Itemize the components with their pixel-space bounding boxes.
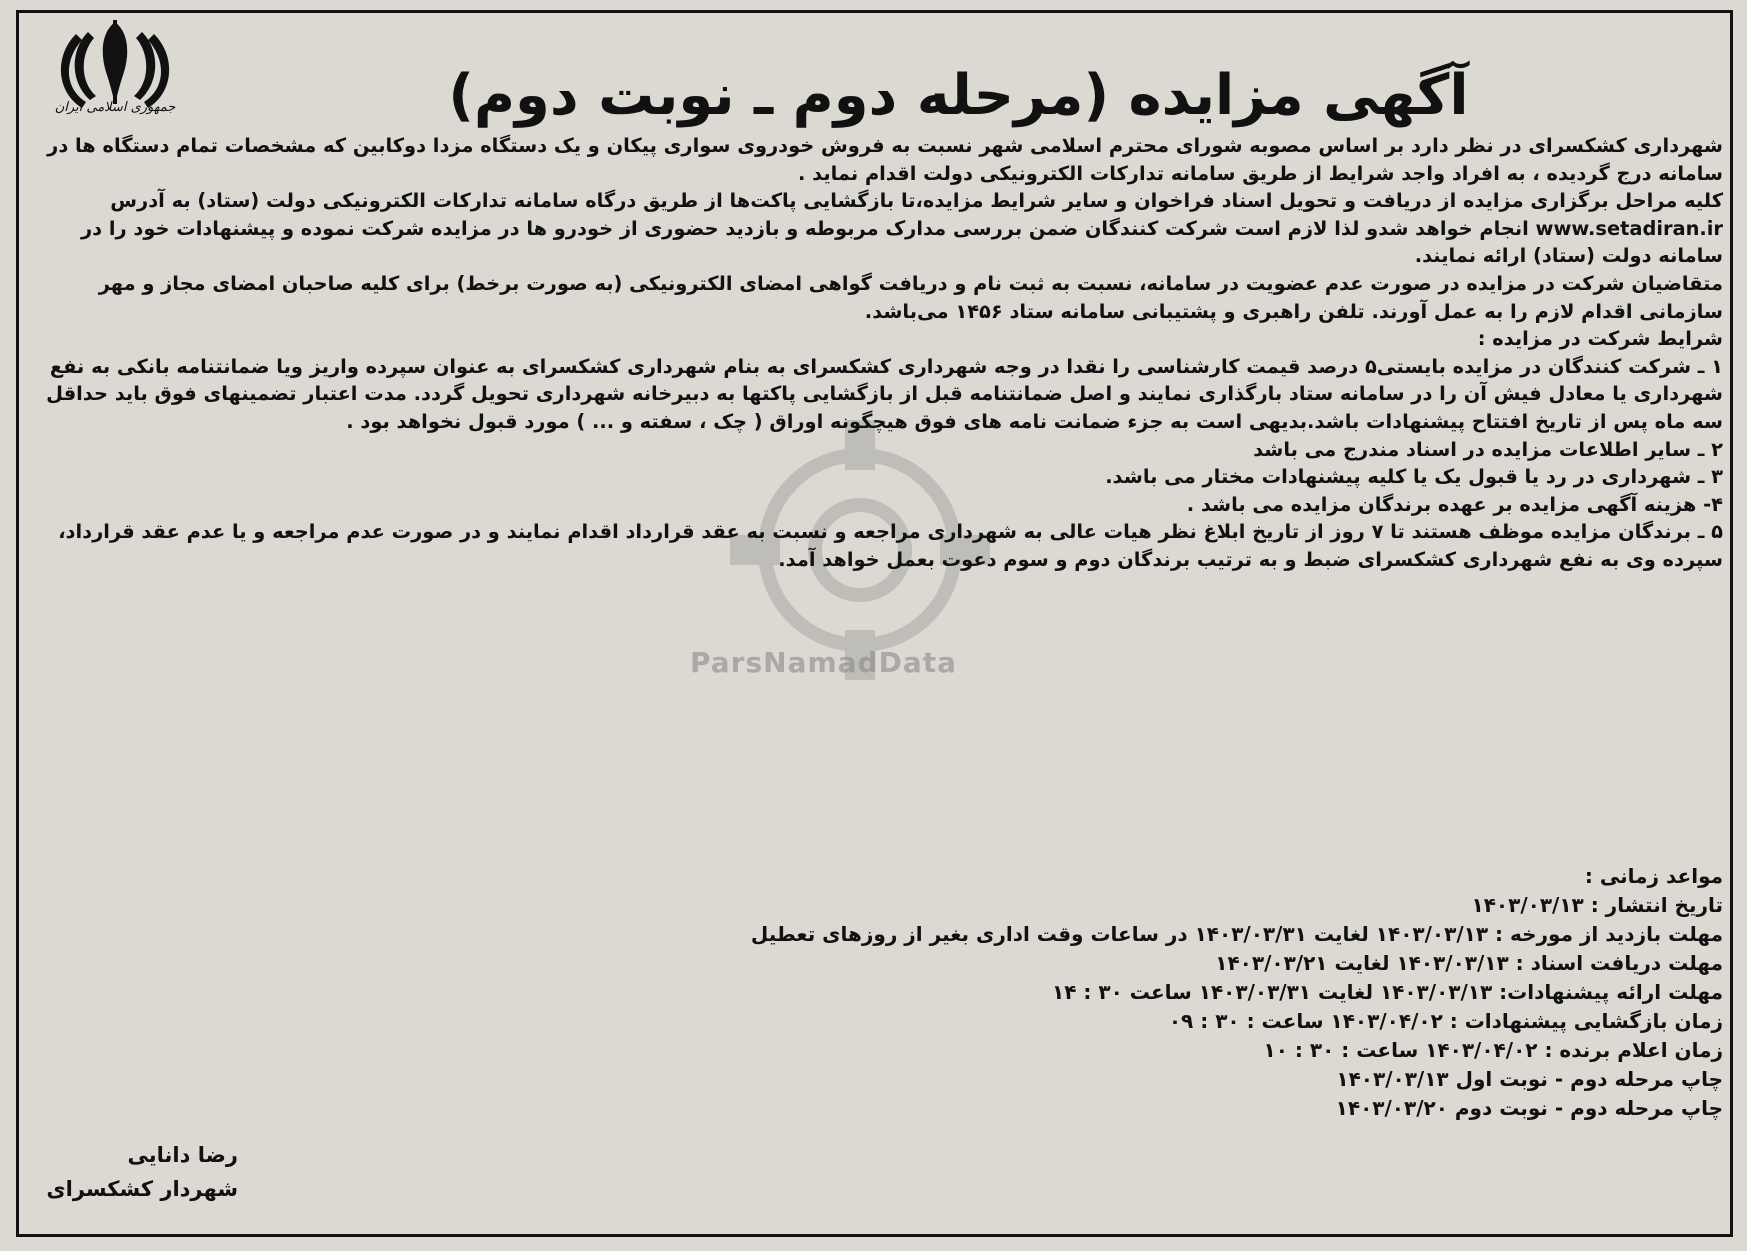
intro-2-part-b: انجام خواهد شدو لذا لازم است شرکت کنندگان ضمن بررسی مدارک مربوطه و بازدید حضوری از خودرو ها در مزایده شرکت نموده و پیشنهادات خود را در سامانه دولت (ستاد) ارائه نمایند. [80, 216, 1723, 268]
opening-time: زمان بازگشایی پیشنهادات : ۱۴۰۳/۰۴/۰۲ ساعت : ۳۰ : ۰۹ [1168, 1009, 1723, 1033]
publish-date: تاریخ انتشار : ۱۴۰۳/۰۳/۱۳ [1471, 893, 1723, 917]
signer-name: رضا دانایی [127, 1143, 238, 1167]
intro-paragraph-3: متقاضیان شرکت در مزایده در صورت عدم عضویت در سامانه، نسبت به ثبت نام و دریافت گواهی امضای الکترونیکی (به صورت برخط) برای کلیه صاحبان امضای مجاز و مهر سازمانی اقدام لازم را به عمل آورند. تلفن راهبری و پشتیبانی سامانه ستاد ۱۴۵۶ می‌باشد. [98, 271, 1723, 323]
visit-deadline: مهلت بازدید از مورخه : ۱۴۰۳/۰۳/۱۳ لغایت ۱۴۰۳/۰۳/۳۱ در ساعات وقت اداری بغیر از روزهای تعطیل [750, 922, 1723, 946]
notice-body [24, 132, 1723, 574]
notice-title: آگهی مزایده (مرحله دوم ـ نوبت دوم) [448, 62, 1469, 128]
signature-block [38, 1138, 238, 1206]
offers-deadline: مهلت ارائه پیشنهادات: ۱۴۰۳/۰۳/۱۳ لغایت ۱۴۰۳/۰۳/۳۱ ساعت ۳۰ : ۱۴ [1052, 980, 1723, 1004]
print-first: چاپ مرحله دوم - نوبت اول ۱۴۰۳/۰۳/۱۳ [1336, 1067, 1723, 1091]
intro-paragraph-2 [24, 187, 1723, 270]
winner-announcement: زمان اعلام برنده : ۱۴۰۳/۰۴/۰۲ ساعت : ۳۰ : ۱۰ [1263, 1038, 1723, 1062]
setad-url-link[interactable]: www.setadiran.ir [1535, 216, 1723, 240]
documents-deadline: مهلت دریافت اسناد : ۱۴۰۳/۰۳/۱۳ لغایت ۱۴۰۳/۰۳/۲۱ [1215, 951, 1723, 975]
intro-paragraph-1: شهرداری کشکسرای در نظر دارد بر اساس مصوبه شورای محترم اسلامی شهر نسبت به فروش خودروی سواری پیکان و یک دستگاه مزدا دوکابین که مشخصات تمام دستگاه ها در سامانه درج گردیده ، به افراد واجد شرایط از طریق سامانه تدارکات الکترونیکی دولت اقدام نماید . [47, 134, 1723, 185]
condition-3: ۳ ـ شهرداری در رد یا قبول یک یا کلیه پیشنهادات مختار می باشد. [1105, 465, 1723, 489]
condition-1: ۱ ـ شرکت کنندگان در مزایده بایستی۵ درصد قیمت کارشناسی را نقدا در وجه شهرداری کشکسرای به بنام شهرداری کشکسرای به عنوان سپرده واریز ویا ضمانتنامه بانکی به نفع شهرداری یا معادل فیش آن را در سامانه ستاد بارگذاری نمایند و اصل ضمانتنامه قبل از بازگشایی پاکتها به دبیرخانه شهرداری تحویل گردد. مدت اعتبار تضمینهای فوق باید حداقل سه ماه پس از تاریخ افتتاح پیشنهادات باشد.بدیهی است به جزء ضمانت نامه های فوق هیچگونه اوراق ( چک ، سفته و ... ) مورد قبول نخواهد بود . [46, 354, 1723, 433]
emblem-caption: جمهوری اسلامی ایران [54, 100, 176, 115]
print-second: چاپ مرحله دوم - نوبت دوم ۱۴۰۳/۰۳/۲۰ [1335, 1096, 1723, 1120]
signer-role: شهردار کشکسرای [46, 1177, 238, 1201]
condition-2: ۲ ـ سایر اطلاعات مزایده در اسناد مندرج می باشد [1253, 437, 1723, 461]
condition-4: ۴- هزینه آگهی مزایده بر عهده برندگان مزایده می باشد . [1186, 492, 1723, 516]
condition-5: ۵ ـ برندگان مزایده موظف هستند تا ۷ روز از تاریخ ابلاغ نظر هیات عالی به شهرداری مراجعه و نسبت به عقد قرارداد اقدام نمایند و در صورت عدم مراجعه و یا عدم عقد قرارداد، سپرده وی به نفع شهرداری کشکسرای ضبط و به ترتیب برندگان دوم و سوم دعوت بعمل خواهد آمد. [58, 520, 1723, 571]
schedule-heading: مواعد زمانی : [1584, 864, 1723, 888]
watermark-text: ParsNamadData [690, 646, 957, 679]
conditions-heading: شرایط شرکت در مزایده : [1477, 327, 1723, 351]
intro-2-part-a: کلیه مراحل برگزاری مزایده از دریافت و تحویل اسناد فراخوان و سایر شرایط مزایده،تا بازگشایی پاکت‌ها از طریق درگاه سامانه تدارکات الکترونیکی دولت (ستاد) به آدرس [110, 189, 1723, 213]
schedule-section [24, 862, 1723, 1123]
